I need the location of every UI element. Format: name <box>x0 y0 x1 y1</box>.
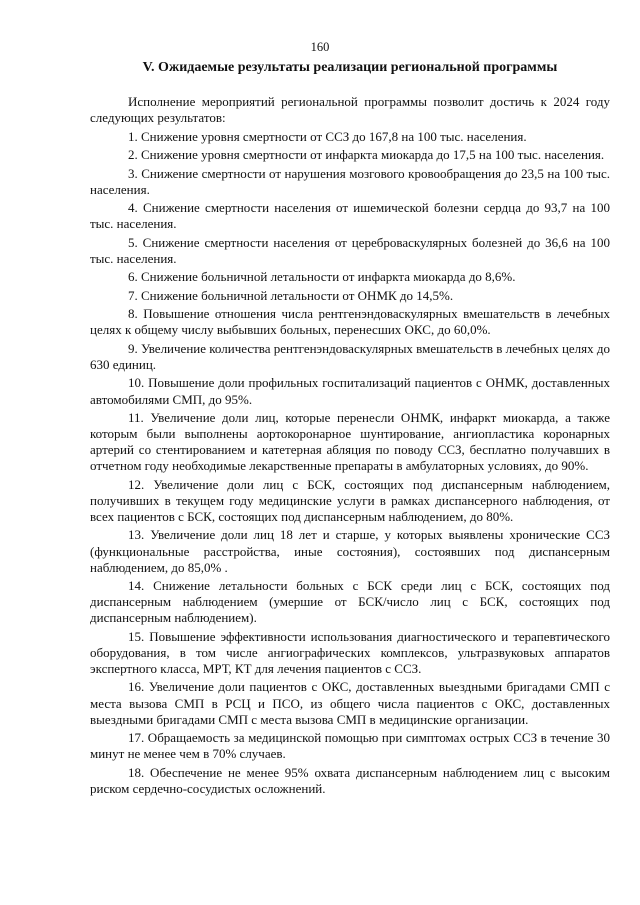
result-item-7: 7. Снижение больничной летальности от ОНМК до 14,5%. <box>128 287 454 303</box>
result-item-12: 12. Увеличение доли лиц с БСК, состоящих под диспансерным наблюдением, получивших в текущем году медицинские услуги в рамках диспансерного наблюдения, от всех пациентов с БСК, состоящих под диспансерным наблюдением, до 80%. <box>90 476 610 524</box>
result-item-5: 5. Снижение смертности населения от цереброваскулярных болезней до 36,6 на 100 тыс. населения. <box>90 234 610 266</box>
result-item-9: 9. Увеличение количества рентгенэндоваскулярных вмешательств в лечебных целях до 630 единиц. <box>90 340 610 372</box>
result-item-10: 10. Повышение доли профильных госпитализаций пациентов с ОНМК, доставленных автомобилями СМП, до 95%. <box>90 375 610 407</box>
result-item-17: 17. Обращаемость за медицинской помощью при симптомах острых ССЗ в течение 30 минут не менее чем в 70% случаев. <box>90 730 610 762</box>
result-item-6: 6. Снижение больничной летальности от инфаркта миокарда до 8,6%. <box>128 269 516 285</box>
page-number: 160 <box>310 40 330 54</box>
result-item-13: 13. Увеличение доли лиц 18 лет и старше, у которых выявлены хронические ССЗ (функциональные расстройства, иные состояния), состоявших под диспансерным наблюдением, до 85,0% . <box>90 527 610 575</box>
result-item-11: 11. Увеличение доли лиц, которые перенесли ОНМК, инфаркт миокарда, а также которым были выполнены аортокоронарное шунтирование, ангиопластика коронарных артерий со стентированием и катетерная абляция по поводу ССЗ, бесплатно получавших в отчетном году необходимые лекарственные препараты в амбулаторных условиях, до 90%. <box>90 409 610 474</box>
intro-paragraph: Исполнение мероприятий региональной программы позволит достичь к 2024 году следующих результатов: <box>90 94 610 126</box>
result-item-2: 2. Снижение уровня смертности от инфаркта миокарда до 17,5 на 100 тыс. населения. <box>128 147 605 163</box>
section-heading: V. Ожидаемые результаты реализации региональной программы <box>142 60 558 75</box>
result-item-14: 14. Снижение летальности больных с БСК среди лиц с БСК, состоящих под диспансерным наблюдением (умершие от БСК/число лиц с БСК, состоящих под диспансерным наблюдением). <box>90 578 610 626</box>
result-item-4: 4. Снижение смертности населения от ишемической болезни сердца до 93,7 на 100 тыс. населения. <box>90 200 610 232</box>
result-item-18: 18. Обеспечение не менее 95% охвата диспансерным наблюдением лиц с высоким риском сердечно-сосудистых осложнений. <box>90 764 610 796</box>
result-item-8: 8. Повышение отношения числа рентгенэндоваскулярных вмешательств в лечебных целях к общему числу выбывших больных, перенесших ОКС, до 60,0%. <box>90 306 610 338</box>
result-item-16: 16. Увеличение доли пациентов с ОКС, доставленных выездными бригадами СМП с места вызова СМП в РСЦ и ПСО, из общего числа пациентов с ОКС, доставленных выездными бригадами СМП с места вызова СМП в медицинские организации. <box>90 679 610 727</box>
result-item-3: 3. Снижение смертности от нарушения мозгового кровообращения до 23,5 на 100 тыс. населения. <box>90 165 610 197</box>
document-body <box>90 94 610 799</box>
result-item-1: 1. Снижение уровня смертности от ССЗ до 167,8 на 100 тыс. населения. <box>128 128 527 144</box>
result-item-15: 15. Повышение эффективности использования диагностического и терапевтического оборудования, в том числе ангиографических комплексов, ультразвуковых аппаратов экспертного класса, МРТ, КТ для лечения пациентов с ССЗ. <box>90 628 610 676</box>
